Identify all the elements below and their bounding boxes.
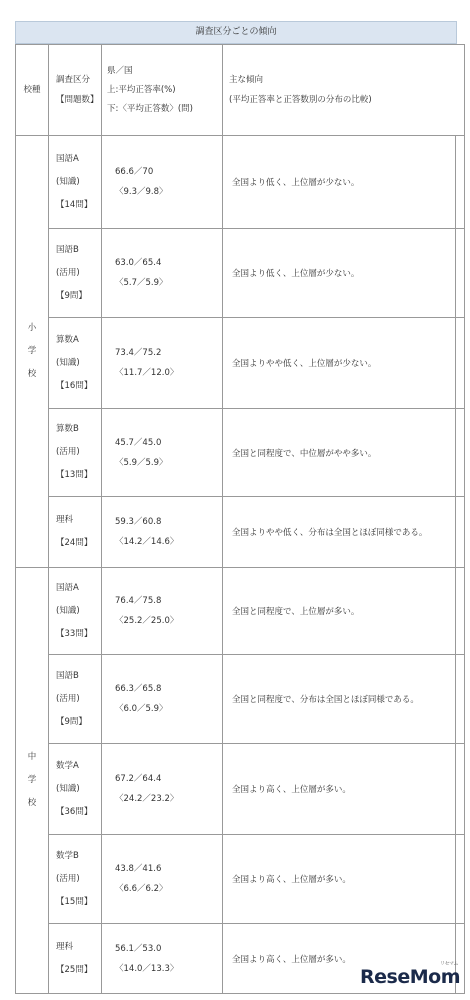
trend-cell: 全国より低く、上位層が少ない。 [223, 229, 456, 318]
category-line: (知識) [56, 605, 80, 616]
category-line: 【14問】 [56, 199, 93, 210]
table-row [16, 655, 465, 744]
score-line: 63.0／65.4 [115, 258, 162, 268]
score-cell [102, 409, 223, 497]
blank-cell [456, 497, 465, 568]
category-line: 【25問】 [56, 964, 93, 975]
category-line: (知識) [56, 176, 80, 187]
header-category-line: 調査区分 [56, 75, 91, 85]
category-line: 理科 [56, 515, 74, 525]
category-line: 【9問】 [56, 290, 87, 301]
category-line: 算数B [56, 424, 79, 434]
table-row [16, 835, 465, 924]
score-cell [102, 136, 223, 229]
school-type-char: 校 [27, 798, 37, 808]
trend-cell: 全国より高く、上位層が多い。 [223, 835, 456, 924]
school-type-cell [16, 568, 49, 994]
category-cell [49, 229, 102, 318]
school-type-char: 学 [27, 346, 37, 356]
header-score-line: 上:平均正答率(%) [107, 84, 176, 95]
category-line: 【15問】 [56, 896, 93, 907]
category-line: (活用) [56, 873, 80, 884]
header-school-type: 校種 [16, 45, 49, 136]
results-table-container [15, 21, 457, 994]
header-score-line: 県／国 [107, 65, 133, 76]
score-cell [102, 568, 223, 655]
score-line: 〈14.2／14.6〉 [115, 537, 179, 547]
blank-cell [456, 568, 465, 655]
blank-cell [456, 136, 465, 229]
score-cell [102, 655, 223, 744]
blank-cell [456, 318, 465, 409]
school-type-char: 中 [27, 752, 37, 762]
resemom-logo [360, 961, 460, 988]
header-category [49, 45, 102, 136]
blank-cell [456, 835, 465, 924]
score-line: 〈9.3／9.8〉 [115, 187, 168, 197]
category-line: (活用) [56, 267, 80, 278]
trend-cell: 全国よりやや低く、上位層が少ない。 [223, 318, 456, 409]
category-line: 国語A [56, 153, 79, 164]
table-row [16, 568, 465, 655]
score-cell [102, 497, 223, 568]
category-line: 算数A [56, 334, 79, 345]
category-cell [49, 136, 102, 229]
category-line: 数学A [56, 760, 79, 771]
score-cell [102, 229, 223, 318]
score-line: 45.7／45.0 [115, 437, 162, 448]
category-line: (活用) [56, 693, 80, 704]
score-line: 66.6／70 [115, 167, 154, 177]
score-line: 〈25.2／25.0〉 [115, 616, 179, 626]
table-row [16, 136, 465, 229]
table-title: 調査区分ごとの傾向 [15, 21, 457, 44]
score-cell [102, 744, 223, 835]
score-line: 67.2／64.4 [115, 774, 162, 784]
category-cell [49, 744, 102, 835]
trend-cell: 全国と同程度で、分布は全国とほぼ同様である。 [223, 655, 456, 744]
score-line: 43.8／41.6 [115, 864, 162, 874]
category-cell [49, 318, 102, 409]
category-line: 数学B [56, 850, 79, 861]
table-row [16, 318, 465, 409]
category-cell [49, 497, 102, 568]
trend-cell: 全国より高く、上位層が多い。 [223, 924, 456, 994]
score-line: 〈6.0／5.9〉 [115, 704, 168, 714]
score-line: 〈11.7／12.0〉 [115, 368, 179, 378]
blank-cell [456, 655, 465, 744]
table-row [16, 409, 465, 497]
category-line: 理科 [56, 941, 74, 952]
category-cell [49, 835, 102, 924]
category-line: 【24問】 [56, 538, 93, 548]
trend-cell: 全国よりやや低く、分布は全国とほぼ同様である。 [223, 497, 456, 568]
score-cell [102, 835, 223, 924]
category-line: (知識) [56, 783, 80, 794]
score-cell [102, 924, 223, 994]
category-line: (活用) [56, 447, 80, 457]
logo-subtext: リセマム [440, 961, 458, 967]
category-line: (知識) [56, 357, 80, 368]
score-line: 〈5.9／5.9〉 [115, 457, 168, 468]
category-cell [49, 568, 102, 655]
school-type-char: 校 [27, 369, 37, 379]
score-line: 73.4／75.2 [115, 348, 162, 358]
category-line: 【13問】 [56, 470, 93, 480]
blank-cell [456, 229, 465, 318]
trend-cell: 全国と同程度で、上位層が多い。 [223, 568, 456, 655]
header-trend-line: (平均正答率と正答数別の分布の比較) [229, 95, 372, 105]
school-type-char: 学 [27, 775, 37, 785]
category-line: 【9問】 [56, 716, 87, 727]
trend-cell: 全国と同程度で、中位層がやや多い。 [223, 409, 456, 497]
header-trend [223, 45, 465, 136]
score-line: 76.4／75.8 [115, 596, 162, 606]
table-row [16, 229, 465, 318]
score-line: 〈24.2／23.2〉 [115, 794, 179, 804]
category-line: 【36問】 [56, 806, 93, 817]
score-line: 〈5.7／5.9〉 [115, 278, 168, 288]
blank-cell [456, 409, 465, 497]
category-cell [49, 409, 102, 497]
category-line: 【16問】 [56, 380, 93, 391]
score-line: 〈14.0／13.3〉 [115, 963, 179, 974]
category-cell [49, 924, 102, 994]
results-table [15, 44, 465, 994]
category-line: 国語B [56, 244, 79, 255]
header-category-line: 【問題数】 [56, 95, 99, 105]
school-type-cell [16, 136, 49, 568]
score-line: 56.1／53.0 [115, 943, 162, 954]
header-score [102, 45, 223, 136]
school-type-char: 小 [27, 323, 37, 333]
score-cell [102, 318, 223, 409]
score-line: 〈6.6／6.2〉 [115, 884, 168, 894]
table-row [16, 744, 465, 835]
trend-cell: 全国より低く、上位層が少ない。 [223, 136, 456, 229]
table-row [16, 497, 465, 568]
score-line: 66.3／65.8 [115, 684, 162, 694]
category-line: 国語A [56, 582, 79, 593]
header-score-line: 下:〈平均正答数〉(問) [107, 103, 193, 114]
category-cell [49, 655, 102, 744]
blank-cell [456, 744, 465, 835]
logo-text: ReseMom [360, 966, 460, 988]
category-line: 国語B [56, 670, 79, 681]
category-line: 【33問】 [56, 628, 93, 639]
header-trend-line: 主な傾向 [229, 75, 264, 85]
trend-cell: 全国より高く、上位層が多い。 [223, 744, 456, 835]
score-line: 59.3／60.8 [115, 517, 162, 527]
header-row [16, 45, 465, 136]
